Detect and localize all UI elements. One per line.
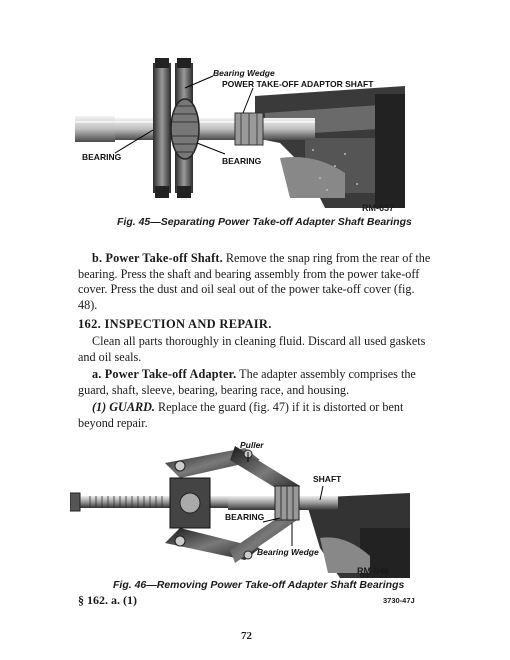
fig45-code: RM-657 — [362, 203, 395, 213]
section-162-intro — [78, 334, 434, 365]
paragraph-a-heading: a. Power Take-off Adapter. — [92, 367, 237, 381]
section-162-heading: 162. INSPECTION AND REPAIR. — [78, 317, 272, 331]
document-id-code: 3730-47J — [383, 596, 415, 605]
fig45-label-bearing-left: BEARING — [82, 152, 122, 162]
section-reference: § 162. a. (1) — [78, 593, 137, 607]
fig46-label-bearing: BEARING — [225, 512, 265, 522]
paragraph-a-text: The adapter assembly comprises the guard, shaft, sleeve, bearing, bearing race, and housing. — [78, 367, 416, 397]
fig46-label-bearing-wedge: Bearing Wedge — [257, 547, 319, 557]
fig46-code: RM-646 — [357, 566, 390, 576]
fig46-caption: Fig. 46—Removing Power Take-off Adapter Shaft Bearings — [113, 579, 405, 591]
fig45-label-bearing-wedge: Bearing Wedge — [213, 68, 275, 78]
fig45-caption: Fig. 45—Separating Power Take-off Adapter Shaft Bearings — [117, 216, 412, 228]
paragraph-b-heading: b. Power Take-off Shaft. — [92, 251, 223, 265]
fig46-label-shaft: SHAFT — [313, 474, 342, 484]
fig45-label-bearing-right: BEARING — [222, 156, 262, 166]
paragraph-guard — [78, 400, 434, 431]
paragraph-a — [78, 367, 434, 398]
page-number: 72 — [241, 630, 252, 642]
figure-46-photo — [70, 438, 410, 578]
paragraph-b — [78, 251, 434, 313]
guard-text: Replace the guard (fig. 47) if it is distorted or bent beyond repair. — [78, 400, 404, 430]
guard-heading: (1) GUARD. — [92, 400, 155, 414]
fig45-label-adaptor-shaft: POWER TAKE-OFF ADAPTOR SHAFT — [222, 79, 374, 89]
section-162-intro-text: Clean all parts thoroughly in cleaning fluid. Discard all used gaskets and oil seals. — [78, 334, 426, 364]
paragraph-b-text: Remove the snap ring from the rear of the bearing. Press the shaft and bearing assembly from the power take-off cover. Press the dust and oil seal out of the power take-off cover (fig. 48). — [78, 251, 431, 312]
fig46-label-puller: Puller — [240, 440, 264, 450]
